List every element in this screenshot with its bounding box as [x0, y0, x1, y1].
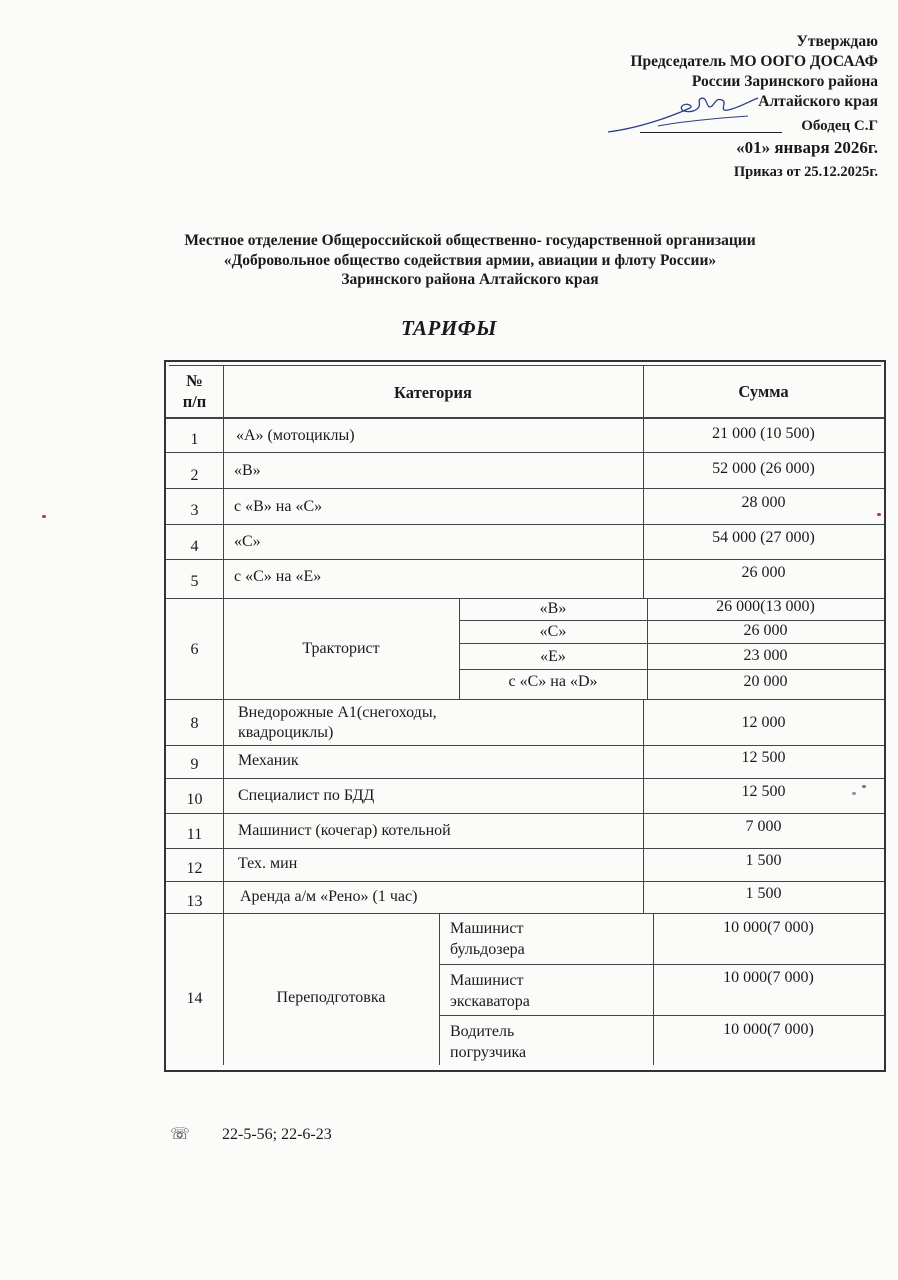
retraining-sub-line2: экскаватора [450, 993, 530, 1010]
organization-header [120, 231, 820, 290]
approval-block [518, 32, 878, 182]
org-line-2: «Добровольное общество содействия армии, авиации и флоту России» [223, 251, 717, 269]
row-category: Специалист по БДД [238, 787, 375, 804]
row-sum: 12 000 [741, 714, 786, 731]
row-sum: 52 000 (26 000) [712, 460, 815, 477]
document-title: ТАРИФЫ [401, 316, 497, 340]
row-category: «А» (мотоциклы) [236, 427, 355, 444]
approval-line-position: Председатель МО ООГО ДОСААФ [630, 53, 878, 70]
scan-speck [42, 515, 46, 518]
row-num: 13 [186, 893, 203, 910]
row-category-line1: Внедорожные А1(снегоходы, [238, 704, 437, 721]
row-num: 2 [190, 467, 199, 484]
tractor-sub-category: «С» [539, 623, 567, 640]
tractor-sub-category: «Е» [540, 648, 566, 665]
retraining-sub-sum: 10 000(7 000) [723, 1021, 814, 1038]
row-num: 6 [190, 641, 199, 658]
row-num: 8 [190, 715, 199, 732]
order-reference: Приказ от 25.12.2025г. [733, 164, 878, 180]
tractor-sub-category: «В» [539, 600, 567, 617]
retraining-sub-line2: бульдозера [450, 941, 525, 958]
row-category: Машинист (кочегар) котельной [238, 822, 451, 839]
row-sum: 21 000 (10 500) [712, 425, 815, 442]
retraining-sub-line1: Машинист [450, 920, 524, 937]
footer-phones [170, 1124, 332, 1144]
row-num: 14 [186, 990, 203, 1007]
scan-speck [877, 513, 881, 516]
row-category: Механик [238, 752, 299, 769]
handwritten-signature [598, 88, 768, 138]
row-category: «В» [234, 462, 261, 479]
approval-date: «01» января 2026г. [736, 138, 878, 157]
row-sum: 12 500 [741, 749, 786, 766]
telephone-icon: ☏ [170, 1126, 191, 1143]
row-num: 9 [190, 756, 199, 773]
row-num: 12 [186, 860, 203, 877]
row-num: 3 [190, 502, 199, 519]
approval-line-region: России Заринского района [691, 73, 878, 90]
tractor-sub-sum: 20 000 [743, 673, 788, 690]
row-num: 10 [186, 791, 203, 808]
row-category: «С» [234, 533, 261, 550]
row-num: 4 [190, 538, 199, 555]
row-sum: 1 500 [745, 852, 782, 869]
row-num: 11 [186, 826, 203, 843]
org-line-3: Заринского района Алтайского края [341, 271, 599, 288]
retraining-sub-sum: 10 000(7 000) [723, 969, 814, 986]
header-sum: Сумма [738, 382, 789, 401]
tractor-sub-category: с «С» на «D» [508, 673, 598, 690]
row-sum: 12 500 [741, 783, 786, 800]
scan-speck [852, 792, 856, 795]
row-category: с «С» на «Е» [234, 568, 322, 585]
retraining-category: Переподготовка [276, 989, 386, 1006]
header-num-line2: п/п [182, 392, 207, 411]
row-num: 1 [190, 431, 199, 448]
row-sum: 28 000 [741, 494, 786, 511]
signatory-name: Ободец С.Г [801, 118, 878, 134]
row-num: 5 [190, 573, 199, 590]
signature-line [518, 112, 878, 138]
row-sum: 1 500 [745, 885, 782, 902]
tariffs-table [164, 360, 886, 1072]
approval-line-approve: Утверждаю [796, 33, 878, 50]
tractor-sub-sum: 23 000 [743, 647, 788, 664]
retraining-sub-line1: Водитель [450, 1023, 515, 1040]
retraining-sub-line1: Машинист [450, 972, 524, 989]
retraining-sub-sum: 10 000(7 000) [723, 919, 814, 936]
retraining-sub-line2: погрузчика [450, 1044, 527, 1061]
row-sum: 26 000 [741, 564, 786, 581]
tractor-sub-sum: 26 000(13 000) [716, 598, 815, 615]
row-category-line2: квадроциклы) [238, 724, 334, 741]
tractor-category: Тракторист [302, 640, 380, 657]
row-sum: 54 000 (27 000) [712, 529, 815, 546]
org-line-1: Местное отделение Общероссийской общественно- государственной организации [184, 232, 756, 249]
approval-line-territory: Алтайского края [758, 93, 878, 110]
scan-speck [862, 785, 866, 788]
row-category: Тех. мин [238, 855, 298, 872]
row-category: Аренда а/м «Рено» (1 час) [240, 888, 418, 905]
phone-numbers: 22-5-56; 22-6-23 [222, 1126, 332, 1143]
header-num-line1: № [186, 371, 203, 390]
tractor-sub-sum: 26 000 [743, 622, 788, 639]
row-sum: 7 000 [745, 818, 782, 835]
header-category: Категория [394, 383, 472, 402]
row-category: с «В» на «С» [234, 498, 323, 515]
